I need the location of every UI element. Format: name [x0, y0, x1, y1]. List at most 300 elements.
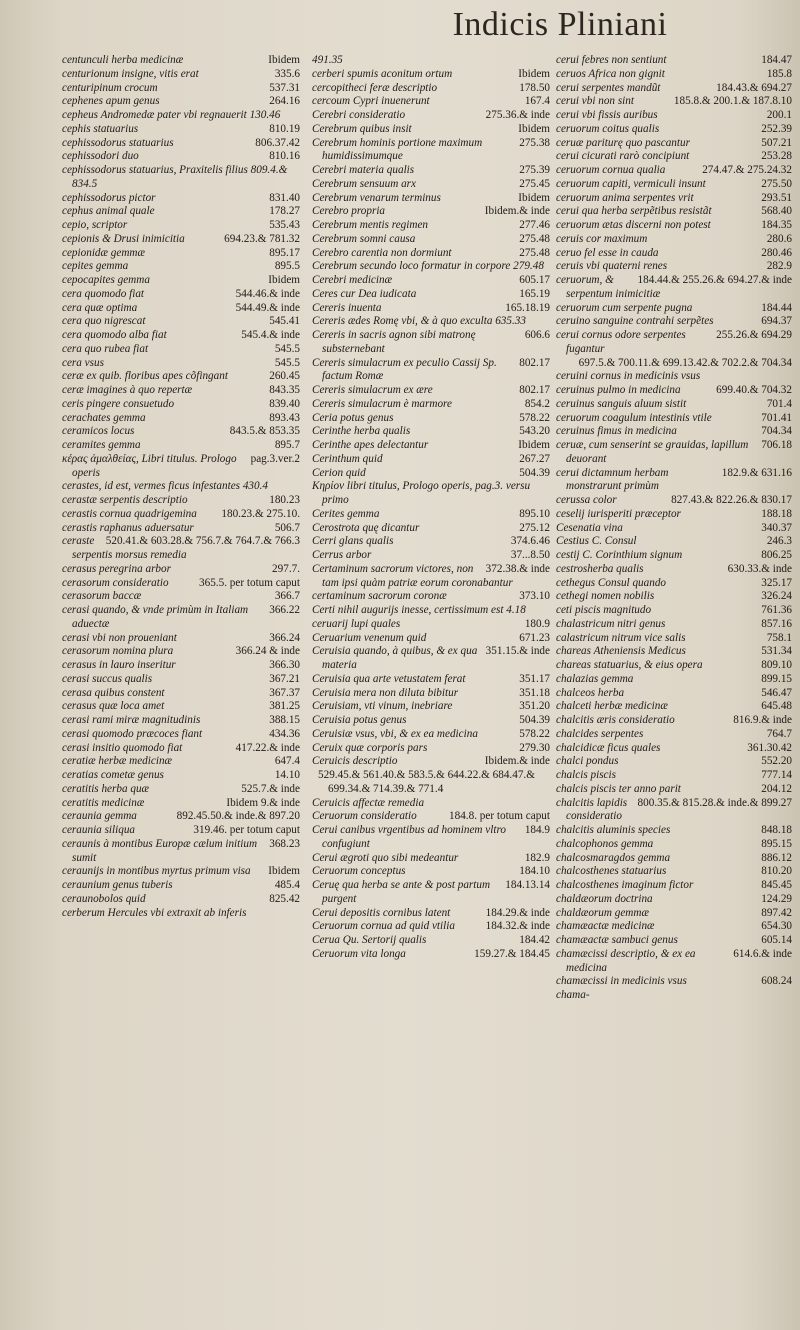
entry-reference: 275.45	[519, 177, 550, 190]
index-entry	[62, 577, 300, 591]
entry-reference: 504.39	[519, 466, 550, 479]
index-entry	[62, 54, 300, 68]
entry-reference: 886.12	[761, 851, 792, 864]
index-entry	[62, 95, 300, 109]
index-entry	[556, 68, 792, 82]
index-entry	[62, 769, 300, 783]
entry-term: ceramicos locus	[62, 425, 135, 438]
entry-term: ceræ ex quib. floribus apes cõfingant	[62, 370, 228, 383]
entry-term: cephus animal quale	[62, 205, 155, 218]
index-entry	[556, 425, 792, 439]
index-entry	[62, 343, 300, 357]
index-entry	[312, 219, 550, 233]
index-entry	[312, 164, 550, 178]
index-entry	[556, 439, 792, 467]
entry-term: Cerri glans qualis	[312, 535, 394, 548]
index-column-2	[312, 54, 550, 962]
index-entry	[62, 742, 300, 756]
index-entry	[312, 645, 550, 673]
index-entry	[556, 219, 792, 233]
entry-term: chama-	[556, 989, 590, 1001]
index-entry	[556, 522, 792, 536]
entry-term: cerui serpentes mandũt	[556, 81, 661, 94]
entry-reference: 694.23.& 781.32	[224, 232, 300, 245]
index-entry	[312, 549, 550, 563]
entry-reference: 578.22	[519, 411, 550, 424]
entry-reference: 701.41	[761, 411, 792, 424]
entry-term: cerasus in lauro inseritur	[62, 659, 176, 671]
entry-term: ceraste serpentis morsus remedia	[62, 535, 187, 561]
entry-reference: 280.46	[761, 246, 792, 259]
entry-reference: 204.12	[761, 782, 792, 795]
entry-reference: 614.6.& inde	[733, 947, 792, 960]
index-entry	[312, 467, 550, 481]
entry-reference: 802.17	[519, 356, 550, 369]
entry-term: ceselij iurisperiti præceptor	[556, 507, 681, 520]
entry-reference: 260.45	[269, 370, 300, 383]
entry-term: Cerebri consideratio	[312, 109, 406, 121]
page-title: Indicis Pliniani	[452, 6, 668, 43]
index-entry	[312, 68, 550, 82]
entry-reference: 545.41	[269, 315, 300, 328]
index-entry	[556, 467, 792, 495]
entry-reference: 704.34	[761, 425, 792, 438]
index-entry	[556, 948, 792, 976]
entry-term: ceruorum cornua qualia	[556, 164, 666, 176]
index-entry	[312, 920, 550, 934]
index-entry	[312, 728, 550, 742]
entry-reference: 810.20	[761, 865, 792, 878]
entry-term: chareas Atheniensis Medicus	[556, 645, 686, 658]
entry-term: cephissodorus statuarius, Praxitelis filius 809.4.& 834.5	[62, 164, 288, 190]
entry-reference: 279.30	[519, 741, 550, 754]
entry-reference: 275.12	[519, 521, 550, 534]
index-entry	[62, 659, 300, 673]
index-entry	[312, 563, 550, 591]
entry-term: cepio, scriptor	[62, 219, 128, 231]
entry-reference: 366.24	[269, 631, 300, 644]
index-entry	[556, 82, 792, 96]
index-entry	[312, 934, 550, 948]
entry-reference: 351.17	[519, 672, 550, 685]
entry-term: chalcitis æris consideratio	[556, 714, 675, 726]
index-entry	[312, 384, 550, 398]
index-entry	[556, 920, 792, 934]
index-entry	[62, 714, 300, 728]
entry-term: Ceruarium venenum quid	[312, 631, 427, 644]
index-entry	[556, 618, 792, 632]
entry-reference: 361.30.42	[747, 741, 792, 754]
entry-term: cera quæ optima	[62, 301, 138, 314]
index-entry	[556, 879, 792, 893]
entry-reference: 366.24 & inde	[235, 645, 300, 658]
index-entry	[556, 604, 792, 618]
entry-reference: 671.23	[519, 631, 550, 644]
entry-term: ceruorum coitus qualis	[556, 122, 660, 135]
entry-reference: 184.10	[519, 865, 550, 878]
entry-term: ceraunia gemma	[62, 810, 137, 823]
index-entry	[556, 590, 792, 604]
entry-reference: 827.43.& 822.26.& 830.17	[671, 494, 792, 506]
index-entry	[556, 137, 792, 151]
index-entry	[556, 728, 792, 742]
index-entry	[556, 150, 792, 164]
entry-term: cerasorum baccæ	[62, 590, 142, 603]
index-entry	[312, 439, 550, 453]
index-entry	[62, 563, 300, 577]
entry-term: cerui vbi non sint	[556, 95, 634, 108]
entry-reference: 897.42	[761, 906, 792, 919]
entry-term: cerasorum consideratio	[62, 576, 169, 589]
entry-term: cethegus Consul quando	[556, 576, 667, 589]
index-entry	[312, 687, 550, 701]
entry-term: Ceruorum vita longa	[312, 947, 406, 960]
entry-reference: 417.22.& inde	[235, 741, 300, 754]
entry-term: centuripinum crocum	[62, 81, 158, 94]
entry-term: ceruo fel esse in cauda	[556, 246, 659, 259]
index-entry	[312, 755, 550, 769]
entry-reference: Ibidem	[518, 439, 550, 451]
entry-reference: 895.5	[274, 260, 300, 273]
index-column-3	[556, 54, 792, 1003]
entry-term: cepionidæ gemmæ	[62, 246, 145, 259]
entry-reference: 374.6.46	[510, 535, 550, 548]
index-entry	[62, 68, 300, 82]
entry-term: Ceruisia mera non diluta bibitur	[312, 686, 459, 699]
index-entry	[62, 893, 300, 907]
entry-term: Ceruisiæ vsus, vbi, & ex ea medicina	[312, 727, 478, 740]
entry-term: ceraunium genus tuberis	[62, 879, 173, 891]
entry-term: chamæactæ medicinæ	[556, 920, 655, 933]
index-column-1	[62, 54, 300, 920]
index-entry	[312, 632, 550, 646]
index-entry	[62, 838, 300, 866]
entry-term: Cerebrum secundo loco formatur in corpore 279.48	[312, 260, 544, 273]
index-entry	[556, 934, 792, 948]
index-entry	[62, 879, 300, 893]
entry-term: chalcosthenes statuarius	[556, 865, 667, 878]
entry-term: Cestius C. Consul	[556, 535, 637, 548]
index-entry	[62, 728, 300, 742]
entry-term: Cereris simulacrum ex peculio Cassij Sp. factum Romæ	[312, 356, 497, 383]
entry-term: cerastis raphanus aduersatur	[62, 521, 194, 534]
entry-reference: 325.17	[761, 576, 792, 589]
entry-term: cepites gemma	[62, 260, 129, 273]
entry-reference: 545.5	[274, 342, 300, 355]
entry-term: Cerostrota quę dicantur	[312, 521, 420, 534]
index-entry	[62, 494, 300, 508]
index-entry	[556, 302, 792, 316]
index-entry	[556, 755, 792, 769]
index-entry	[312, 948, 550, 962]
entry-reference: 366.7	[274, 590, 300, 603]
entry-reference: 777.14	[761, 769, 792, 781]
entry-reference: 267.27	[519, 452, 550, 465]
entry-term: cephissodorus statuarius	[62, 136, 174, 149]
entry-term: ceruarij lupi quales	[312, 617, 401, 630]
entry-reference: 326.24	[761, 590, 792, 603]
index-entry	[556, 233, 792, 247]
index-entry	[62, 645, 300, 659]
index-entry	[556, 357, 792, 385]
entry-term: cera quo rubea fiat	[62, 342, 149, 355]
index-entry	[62, 302, 300, 316]
entry-term: Cerion quid	[312, 466, 366, 479]
entry-term: Cerebrum sensuum arx	[312, 177, 416, 190]
entry-reference: 184.47	[761, 54, 792, 66]
entry-reference: 200.1	[766, 109, 792, 121]
entry-term: cerastis cornua quadrigemina	[62, 507, 197, 520]
index-entry	[62, 123, 300, 137]
entry-reference: 806.37.42	[255, 136, 300, 149]
entry-reference: 630.33.& inde	[727, 562, 792, 575]
entry-term: κέρας ἀμαλθείας, Libri titulus. Prologo operis	[62, 452, 237, 479]
index-entry	[62, 233, 300, 247]
entry-reference: 895.17	[269, 246, 300, 259]
index-entry	[312, 109, 550, 123]
index-entry	[62, 824, 300, 838]
entry-term: cercopitheci feræ descriptio	[312, 81, 438, 94]
entry-reference: 857.16	[761, 617, 792, 630]
index-entry	[62, 783, 300, 797]
index-entry	[312, 315, 550, 329]
entry-reference: 124.29	[761, 892, 792, 905]
index-entry	[62, 137, 300, 151]
entry-reference: 252.39	[761, 122, 792, 135]
entry-reference: 545.5	[274, 356, 300, 369]
entry-term: cerasa quibus constent	[62, 686, 165, 699]
entry-term: cephissodorus pictor	[62, 191, 156, 204]
index-entry	[312, 453, 550, 467]
entry-term: cerastes, id est, vermes ficus infestantes 430.4	[62, 480, 269, 493]
index-entry	[62, 632, 300, 646]
entry-reference: 810.16	[269, 150, 300, 163]
entry-term: Cerui ægroti quo sibi medeantur	[312, 851, 459, 864]
entry-reference: 167.4	[524, 95, 550, 108]
entry-reference: 699.40.& 704.32	[716, 384, 792, 396]
index-entry	[556, 109, 792, 123]
index-entry	[556, 549, 792, 563]
entry-reference: 184.44.& 255.26.& 694.27.& inde	[637, 274, 792, 286]
index-entry	[312, 604, 550, 618]
index-entry	[62, 865, 300, 879]
index-entry	[556, 494, 792, 508]
index-entry	[62, 590, 300, 604]
index-entry	[312, 508, 550, 522]
entry-reference: 552.20	[761, 755, 792, 768]
entry-term: chalcis piscis ter anno parit	[556, 782, 681, 795]
index-entry	[556, 852, 792, 866]
index-entry	[312, 178, 550, 192]
entry-term: cerasi rami miræ magnitudinis	[62, 714, 201, 726]
entry-term: ceruinus pulmo in medicina	[556, 384, 681, 396]
entry-reference: 184.32.& inde	[485, 920, 550, 933]
index-entry	[62, 425, 300, 439]
entry-term: ceruinus fimus in medicina	[556, 425, 677, 438]
index-entry	[62, 439, 300, 453]
entry-reference: 184.8. per totum caput	[449, 810, 550, 823]
index-entry	[556, 398, 792, 412]
entry-reference: 544.46.& inde	[235, 287, 300, 300]
entry-reference: 275.38	[519, 136, 550, 149]
entry-reference: Ibidem	[518, 67, 550, 80]
entry-term: cera vsus	[62, 356, 104, 369]
index-entry	[556, 714, 792, 728]
index-entry	[556, 508, 792, 522]
entry-reference: 282.9	[766, 260, 792, 273]
index-entry	[62, 260, 300, 274]
entry-term: cepocapites gemma	[62, 274, 150, 286]
entry-reference: 275.36.& inde	[485, 109, 550, 121]
index-entry	[556, 783, 792, 797]
entry-reference: 848.18	[761, 824, 792, 836]
entry-term: chareas statuarius, & eius opera	[556, 659, 703, 671]
entry-term: Cesenatia vina	[556, 521, 623, 534]
entry-reference: 520.41.& 603.28.& 756.7.& 764.7.& 766.3	[105, 535, 300, 548]
entry-reference: 831.40	[269, 191, 300, 204]
index-entry	[556, 824, 792, 838]
entry-term: chalci pondus	[556, 755, 619, 768]
entry-term: calastricum nitrum vice salis	[556, 631, 686, 644]
entry-term: cestij C. Corinthium signum	[556, 549, 683, 561]
index-entry	[312, 288, 550, 302]
entry-reference: 697.5.& 700.11.& 699.13.42.& 702.2.& 704.34	[578, 356, 792, 369]
entry-reference: 255.26.& 694.29	[716, 329, 792, 341]
entry-term: ceratiæ herbæ medicinæ	[62, 755, 172, 768]
entry-reference: pag.3.ver.2	[250, 452, 300, 465]
entry-term: certaminum sacrorum coronæ	[312, 590, 447, 603]
entry-term: Cereris simulacrum è marmore	[312, 397, 452, 410]
entry-term: Cerinthum quid	[312, 452, 383, 465]
entry-term: cerasus quæ loca amet	[62, 700, 165, 713]
index-entry	[312, 123, 550, 137]
entry-reference: 351.20	[519, 700, 550, 713]
entry-term: chalceos herba	[556, 686, 625, 699]
entry-term: cerachates gemma	[62, 411, 146, 424]
index-entry	[312, 357, 550, 385]
index-entry	[556, 563, 792, 577]
entry-reference: 899.15	[761, 672, 792, 685]
index-entry	[556, 645, 792, 659]
index-entry	[312, 82, 550, 96]
entry-term: cerasus peregrina arbor	[62, 562, 171, 575]
entry-reference: 184.44	[761, 301, 792, 314]
index-entry	[62, 398, 300, 412]
entry-term: ceratitis medicinæ	[62, 796, 145, 809]
entry-term: ceris pingere consuetudo	[62, 397, 175, 410]
index-entry	[556, 54, 792, 68]
index-entry	[556, 907, 792, 921]
entry-term: chalceti herbæ medicinæ	[556, 700, 668, 713]
entry-term: cepheus Andromedæ pater vbi regnauerit 130.46	[62, 109, 281, 121]
index-entry	[62, 907, 300, 921]
index-entry	[62, 604, 300, 632]
entry-reference: 373.10	[519, 590, 550, 603]
index-entry	[62, 687, 300, 701]
entry-reference: 694.37	[761, 315, 792, 328]
entry-term: ceraunia siliqua	[62, 824, 136, 836]
index-entry	[556, 329, 792, 357]
entry-reference: 645.48	[761, 700, 792, 713]
entry-term: ceruorum coagulum intestinis vtile	[556, 411, 712, 424]
entry-reference: 381.25	[269, 700, 300, 713]
index-entry	[556, 247, 792, 261]
entry-term: cerui dictamnum herbam monstrarunt primùm	[556, 466, 669, 493]
entry-reference: 806.25	[761, 549, 792, 561]
entry-term: ceruorum, & serpentum inimicitiæ	[556, 274, 661, 300]
entry-term: ceratitis herba quæ	[62, 782, 150, 795]
index-entry	[62, 480, 300, 494]
entry-term: Cereris in sacris agnon sibi matronę substernebant	[312, 329, 476, 355]
entry-reference: 895.10	[519, 507, 550, 520]
entry-reference: 275.39	[519, 164, 550, 176]
entry-reference: 895.7	[274, 439, 300, 451]
entry-reference: 578.22	[519, 727, 550, 740]
index-entry	[556, 975, 792, 989]
entry-term: cerasi succus qualis	[62, 672, 153, 685]
entry-reference: Ibidem	[518, 191, 550, 204]
entry-reference: 761.36	[761, 604, 792, 616]
entry-term: chaldæorum doctrina	[556, 892, 653, 905]
index-entry	[312, 95, 550, 109]
entry-reference: 275.48	[519, 246, 550, 259]
entry-reference: 647.4	[274, 755, 300, 768]
entry-reference: 253.28	[761, 150, 792, 163]
entry-term: chalcides serpentes	[556, 727, 644, 740]
entry-reference: 893.43	[269, 411, 300, 424]
entry-term: cera quo nigrescat	[62, 315, 146, 328]
index-entry	[312, 714, 550, 728]
entry-reference: 275.50	[761, 177, 792, 190]
entry-reference: 178.27	[269, 205, 300, 218]
entry-reference: 165.18.19	[505, 301, 550, 314]
entry-reference: 368.23	[269, 837, 300, 850]
index-entry	[62, 329, 300, 343]
entry-reference: 293.51	[761, 191, 792, 204]
entry-term: cerui cicurati rarò concipiunt	[556, 150, 690, 163]
index-entry	[312, 824, 550, 852]
entry-reference: 654.30	[761, 920, 792, 933]
index-entry	[312, 260, 550, 274]
index-entry	[556, 315, 792, 329]
index-entry	[62, 274, 300, 288]
entry-reference: 843.5.& 853.35	[229, 425, 300, 438]
entry-reference: 802.17	[519, 384, 550, 396]
entry-term: Cerinthe herba qualis	[312, 425, 411, 438]
index-entry	[312, 412, 550, 426]
entry-reference: 365.5. per totum caput	[199, 576, 300, 589]
entry-term: Cereris simulacrum ex ære	[312, 384, 433, 396]
entry-reference: 319.46. per totum caput	[193, 824, 300, 836]
entry-reference: 816.9.& inde	[733, 714, 792, 726]
entry-term: cerberum Hercules vbi extraxit ab inferis	[62, 906, 247, 919]
entry-reference: 843.35	[269, 384, 300, 396]
index-entry	[62, 700, 300, 714]
index-entry	[62, 109, 300, 123]
entry-reference: 184.43.& 694.27	[716, 81, 792, 94]
entry-reference: 340.37	[761, 521, 792, 534]
entry-term: ceraunobolos quid	[62, 892, 146, 905]
entry-reference: 37...8.50	[510, 549, 550, 561]
entry-term: chaldæorum gemmæ	[556, 906, 649, 919]
entry-reference: 367.37	[269, 686, 300, 699]
index-entry	[556, 659, 792, 673]
entry-reference: 485.4	[274, 879, 300, 891]
entry-term: Cerrus arbor	[312, 549, 372, 561]
index-entry	[556, 687, 792, 701]
entry-term: ceruorum ætas discerni non potest	[556, 219, 711, 231]
index-entry	[62, 150, 300, 164]
